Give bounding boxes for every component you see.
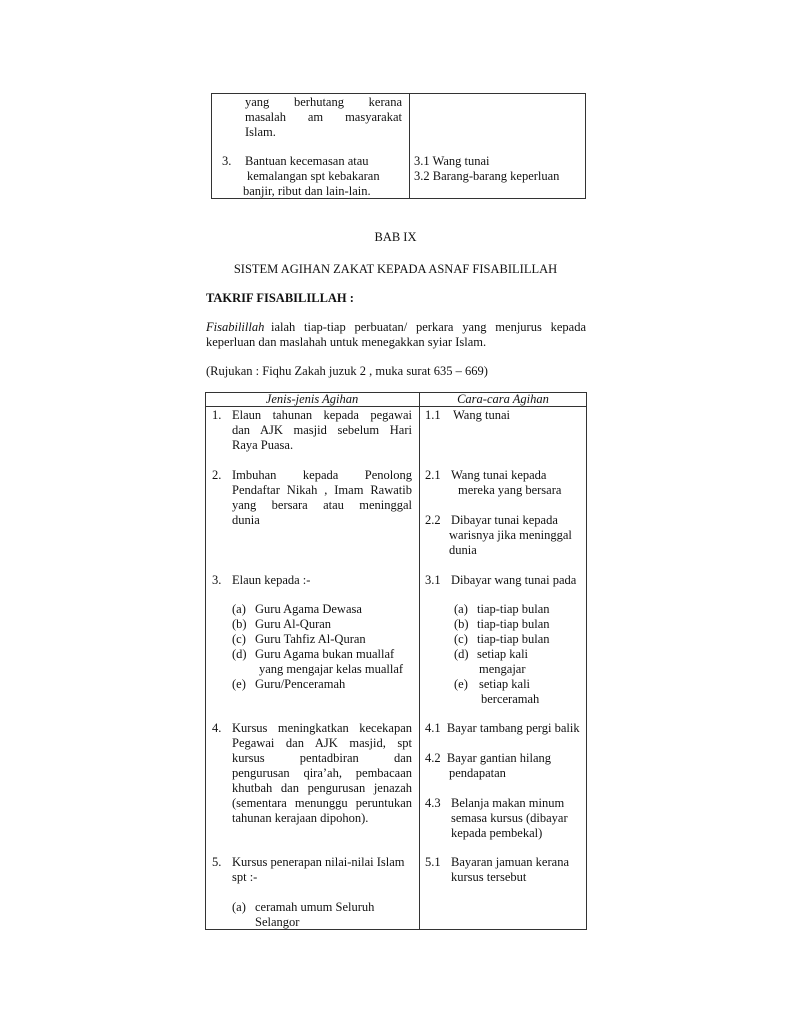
method-text: 4.2 Bayar gantian hilang [425,751,552,765]
item-1-line: Elaun tahunan kepada pegawai [232,408,412,422]
method-number: 5.1 [425,855,441,869]
method-text: mereka yang bersara [458,483,562,497]
sub-text: Guru Agama bukan muallaf [255,647,395,661]
item-number: 1. [212,408,222,422]
item-3-lead: Elaun kepada :- [232,573,311,587]
main-table-divider [419,392,420,930]
header-cara: Cara-cara Agihan [457,392,549,406]
method-text: semasa kursus (dibayar [451,811,568,825]
top-row3-method: 3.2 Barang-barang keperluan [414,169,560,183]
sub-text: ceramah umum Seluruh [255,900,375,914]
item-2-line: Imbuhan kepada Penolong [232,468,412,482]
definition-heading: TAKRIF FISABILILLAH : [206,291,354,305]
sub-text: Guru/Penceramah [255,677,346,691]
method-text: warisnya jika meninggal [449,528,572,542]
method-text: Wang tunai kepada [451,468,547,482]
top-row3-number: 3. [222,154,232,168]
method-sub-text: tiap-tiap bulan [477,617,550,631]
sub-text: Guru Agama Dewasa [255,602,362,616]
method-sub-label: (e) [454,677,468,691]
top-row2-line: yang berhutang kerana [245,95,402,109]
method-text: 4.1 Bayar tambang pergi balik [425,721,580,735]
item-4-line: tahunan kerajaan dipohon). [232,811,369,825]
method-text: Belanja makan minum [451,796,565,810]
top-row3-line: Bantuan kecemasan atau [245,154,369,168]
item-5-line: Kursus penerapan nilai-nilai Islam [232,855,405,869]
method-number: 2.1 [425,468,441,482]
method-sub-label: (b) [454,617,469,631]
method-text: Dibayar wang tunai pada [451,573,577,587]
definition-line-1 [206,320,586,335]
method-number: 1.1 [425,408,441,422]
method-text: Dibayar tunai kepada [451,513,558,527]
method-text: kepada pembekal) [451,826,543,840]
method-text: kursus tersebut [451,870,527,884]
method-sub-text: setiap kali [479,677,531,691]
sub-label: (a) [232,900,246,914]
sub-label: (c) [232,632,246,646]
sub-label: (b) [232,617,247,631]
sub-text: Guru Tahfiz Al-Quran [255,632,366,646]
method-sub-text: setiap kali [477,647,529,661]
item-1-line: Raya Puasa. [232,438,294,452]
method-text: Bayaran jamuan kerana [451,855,569,869]
item-4-line: pengurusan qira’ah, pembacaan [232,766,412,780]
sub-label: (d) [232,647,247,661]
method-sub-text: berceramah [481,692,540,706]
method-sub-label: (a) [454,602,468,616]
reference-note: (Rujukan : Fiqhu Zakah juzuk 2 , muka surat 635 – 669) [206,364,488,378]
method-number: 2.2 [425,513,441,527]
top-row3-line: banjir, ribut dan lain-lain. [243,184,371,198]
top-row3-line: kemalangan spt kebakaran [247,169,380,183]
method-text: pendapatan [449,766,506,780]
item-4-line: Pegawai dan AJK masjid, spt [232,736,412,750]
item-4-line: Kursus meningkatkan kecekapan [232,721,412,735]
item-number: 3. [212,573,222,587]
sub-text: Guru Al-Quran [255,617,332,631]
method-sub-label: (d) [454,647,469,661]
item-1-line: dan AJK masjid sebelum Hari [232,423,412,437]
method-text: Wang tunai [453,408,510,422]
item-number: 4. [212,721,222,735]
sub-label: (a) [232,602,246,616]
method-sub-text: mengajar [479,662,526,676]
method-sub-text: tiap-tiap bulan [477,602,550,616]
method-number: 3.1 [425,573,441,587]
top-table-divider [409,93,410,199]
item-4-line: khutbah dan pengurusan jenazah [232,781,412,795]
sub-text: yang mengajar kelas muallaf [259,662,404,676]
item-2-line: Pendaftar Nikah , Imam Rawatib [232,483,412,497]
sub-text: Selangor [255,915,300,929]
header-jenis: Jenis-jenis Agihan [265,392,359,406]
definition-term: Fisabilillah [206,320,265,334]
item-5-line: spt :- [232,870,258,884]
method-number: 4.3 [425,796,441,810]
method-sub-label: (c) [454,632,468,646]
item-4-line: (sementara menunggu peruntukan [232,796,412,810]
top-row3-method: 3.1 Wang tunai [414,154,490,168]
item-2-line: dunia [232,513,260,527]
top-row2-line: Islam. [245,125,276,139]
method-text: dunia [449,543,477,557]
section-title: SISTEM AGIHAN ZAKAT KEPADA ASNAF FISABILILLAH [233,262,558,276]
definition-text: ialah tiap-tiap perbuatan/ perkara yang menjurus kepada [271,320,586,334]
chapter-heading: BAB IX [374,230,417,244]
item-4-line: kursus pentadbiran dan [232,751,412,765]
item-2-line: yang bersara atau meninggal [232,498,412,512]
sub-label: (e) [232,677,246,691]
definition-line-2: keperluan dan maslahah untuk menegakkan syiar Islam. [206,335,487,349]
top-row2-line: masalah am masyarakat [245,110,402,124]
method-sub-text: tiap-tiap bulan [477,632,550,646]
item-number: 2. [212,468,222,482]
item-number: 5. [212,855,222,869]
